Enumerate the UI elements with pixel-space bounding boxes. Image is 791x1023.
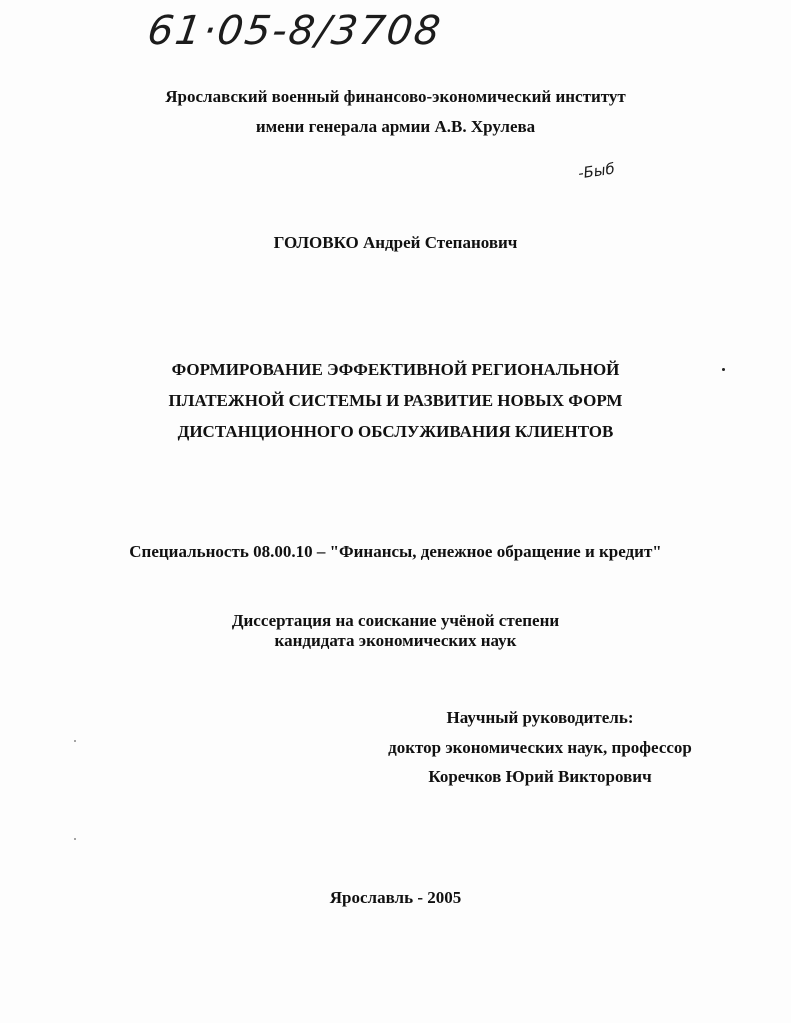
supervisor-degree: доктор экономических наук, профессор <box>388 738 692 757</box>
thesis-title-line3: ДИСТАНЦИОННОГО ОБСЛУЖИВАНИЯ КЛИЕНТОВ <box>177 422 614 441</box>
author-name: ГОЛОВКО Андрей Степанович <box>273 233 518 252</box>
handwritten-signature: -Быб <box>576 159 616 183</box>
place-and-year: Ярославль - 2005 <box>329 888 462 907</box>
scan-speck <box>722 368 725 371</box>
scan-speck <box>74 838 76 840</box>
institute-name-line2: имени генерала армии А.В. Хрулева <box>255 117 536 136</box>
thesis-title-line2: ПЛАТЕЖНОЙ СИСТЕМЫ И РАЗВИТИЕ НОВЫХ ФОРМ <box>168 391 623 410</box>
specialty-line: Специальность 08.00.10 – "Финансы, денежное обращение и кредит" <box>129 542 662 561</box>
supervisor-name: Коречков Юрий Викторович <box>428 767 652 786</box>
degree-line1: Диссертация на соискание учёной степени <box>231 611 560 630</box>
handwritten-archive-number: 61·05-8/3708 <box>144 8 445 54</box>
scan-speck <box>74 740 76 742</box>
supervisor-label: Научный руководитель: <box>446 708 634 727</box>
degree-line2: кандидата экономических наук <box>274 631 517 650</box>
institute-name-line1: Ярославский военный финансово-экономический институт <box>165 87 626 106</box>
thesis-title-line1: ФОРМИРОВАНИЕ ЭФФЕКТИВНОЙ РЕГИОНАЛЬНОЙ <box>171 360 620 379</box>
